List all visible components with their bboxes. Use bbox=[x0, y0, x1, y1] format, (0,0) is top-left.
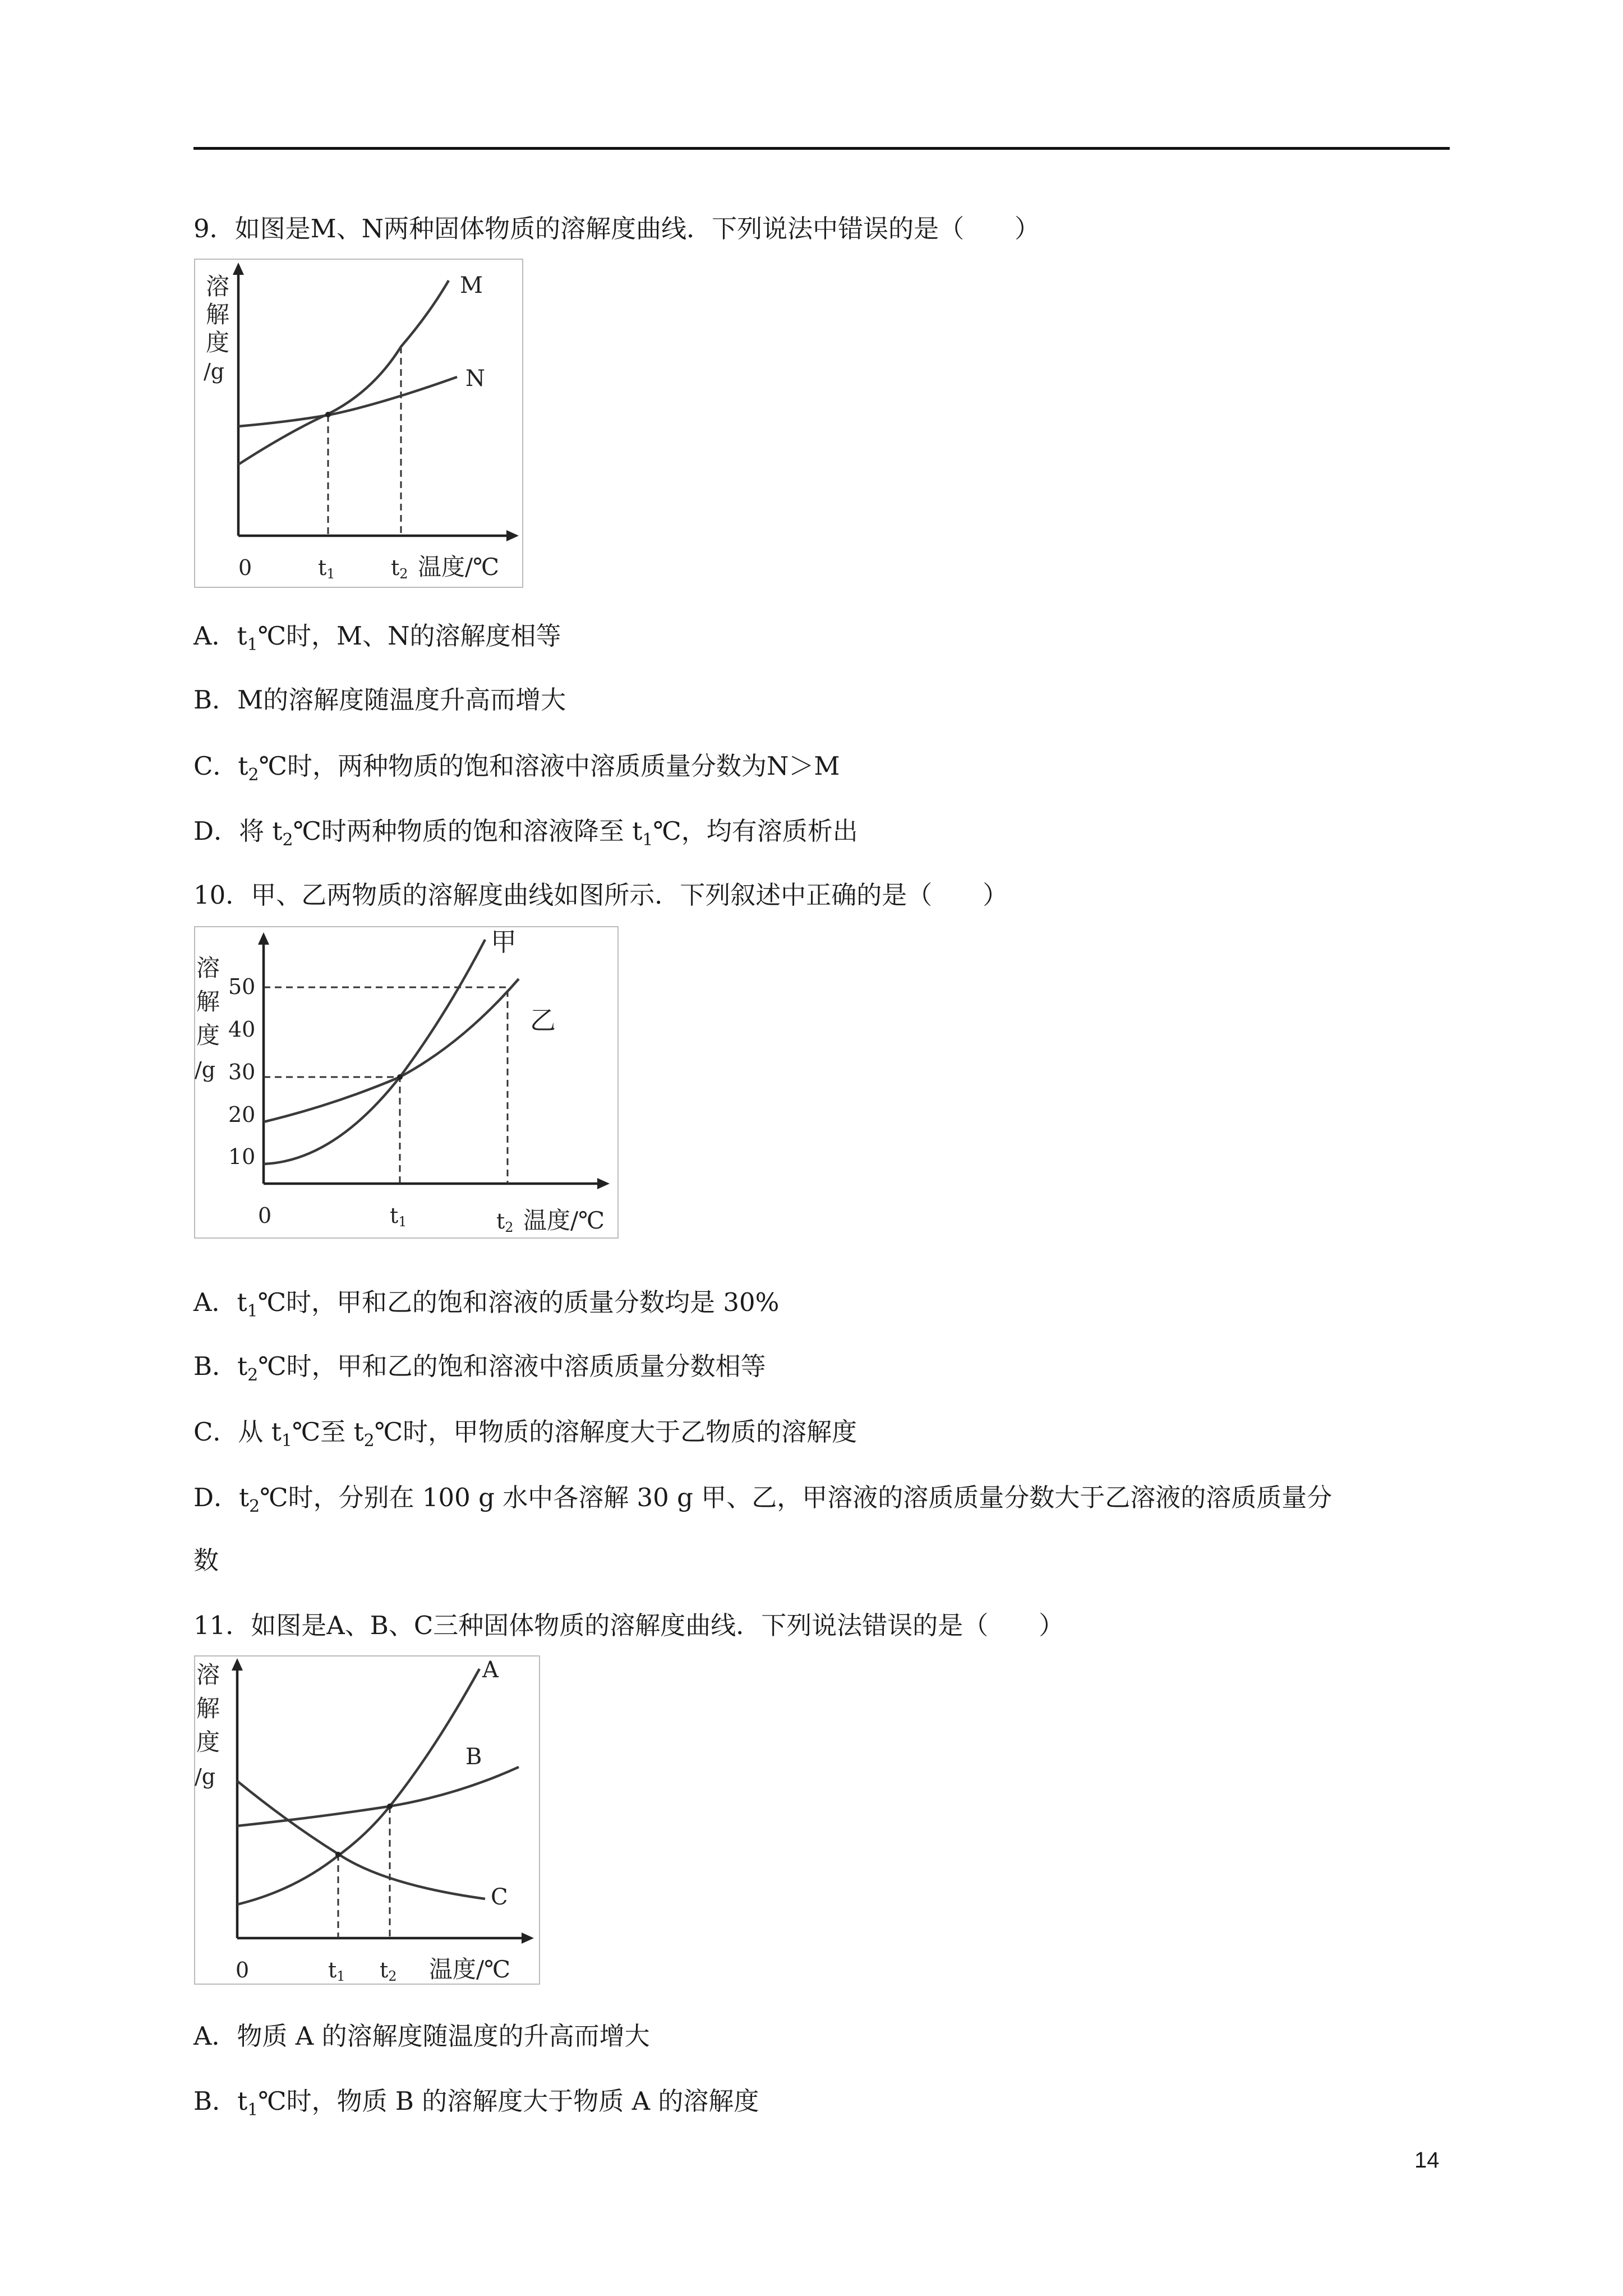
q9-ylabel-1: 溶 bbox=[206, 273, 230, 300]
q11-chart bbox=[193, 1655, 541, 1986]
q11-option-a: A．物质 A 的溶解度随温度的升高而增大 bbox=[193, 2021, 650, 2051]
q9-ylabel-4: /g bbox=[204, 359, 225, 384]
q10-chart bbox=[193, 926, 620, 1240]
q9-x-origin: 0 bbox=[238, 555, 252, 580]
q11-x-t1: t1 bbox=[328, 1958, 345, 1984]
q11-point-t1 bbox=[335, 1852, 341, 1857]
q9-label-M: M bbox=[460, 273, 483, 298]
q9-x-t1: t1 bbox=[318, 555, 335, 582]
q11-option-b: B．$t_1℃$时，物质 B 的溶解度大于物质 A 的溶解度 bbox=[193, 2086, 759, 2120]
q10-option-d-cont: 数 bbox=[193, 1545, 219, 1575]
q10-x-origin: 0 bbox=[258, 1203, 272, 1228]
q11-curve-C bbox=[237, 1781, 485, 1899]
q10-x-t2: t2 bbox=[496, 1209, 514, 1235]
q9-x-t2: t2 bbox=[391, 555, 408, 582]
q10-ylabel-3: 度 bbox=[196, 1022, 220, 1049]
q10-option-a: A．$t_1℃$时，甲和乙的饱和溶液的质量分数均是 30% bbox=[193, 1287, 780, 1321]
q10-ylabel-2: 解 bbox=[196, 988, 220, 1015]
q11-curve-B bbox=[237, 1767, 519, 1826]
q10-ylabel-1: 溶 bbox=[196, 954, 220, 982]
page-number: 14 bbox=[1414, 2148, 1440, 2173]
q10-chart-frame bbox=[195, 927, 618, 1238]
q11-curve-A bbox=[237, 1669, 479, 1904]
q10-ylabel-4: /g bbox=[195, 1057, 216, 1082]
q11-label-B: B bbox=[465, 1744, 482, 1770]
q11-ylabel-4: /g bbox=[195, 1764, 216, 1789]
q10-y-arrow bbox=[258, 932, 269, 945]
q11-ylabel-2: 解 bbox=[196, 1695, 220, 1722]
q9-stem: 9．如图是M、N两种固体物质的溶解度曲线．下列说法中错误的是（ ） bbox=[193, 214, 1040, 243]
q9-curve-M bbox=[238, 280, 449, 464]
q11-x-t2: t2 bbox=[380, 1958, 397, 1984]
q9-ylabel-3: 度 bbox=[206, 329, 230, 356]
q11-x-origin: 0 bbox=[236, 1958, 250, 1982]
q10-ytick-40: 40 bbox=[228, 1017, 256, 1042]
header-rule bbox=[193, 147, 1450, 150]
q9-x-label: 温度/℃ bbox=[418, 553, 500, 581]
q10-ytick-20: 20 bbox=[228, 1102, 256, 1127]
q9-chart-frame bbox=[195, 259, 523, 587]
q10-x-label: 温度/℃ bbox=[523, 1207, 605, 1234]
q10-label-yi: 乙 bbox=[530, 1005, 556, 1036]
q10-ytick-50: 50 bbox=[228, 974, 256, 999]
q9-option-a: A．$t_1℃$时，M、N的溶解度相等 bbox=[193, 621, 561, 655]
q10-intersection-point bbox=[397, 1074, 403, 1080]
q9-y-arrow bbox=[233, 263, 244, 275]
q9-option-c: C．$t_2℃$时，两种物质的饱和溶液中溶质质量分数为N＞M bbox=[193, 751, 840, 785]
q10-stem: 10．甲、乙两物质的溶解度曲线如图所示．下列叙述中正确的是（ ） bbox=[193, 880, 1008, 910]
q11-chart-frame bbox=[195, 1656, 540, 1984]
q10-option-d: D．$t_2℃$时，分别在 100 g 水中各溶解 30 g 甲、乙，甲溶液的溶质质量分数大于乙溶液的溶质质量分 bbox=[193, 1483, 1332, 1516]
q10-curve-jia bbox=[264, 940, 485, 1164]
q11-ylabel-3: 度 bbox=[196, 1728, 220, 1756]
q10-x-t1: t1 bbox=[390, 1203, 407, 1230]
q10-ytick-30: 30 bbox=[228, 1060, 256, 1084]
q9-intersection-point bbox=[325, 412, 331, 417]
q11-ylabel-1: 溶 bbox=[196, 1661, 220, 1688]
q9-ylabel-2: 解 bbox=[206, 301, 230, 328]
q11-x-label: 温度/℃ bbox=[429, 1955, 511, 1983]
q10-guide-50-t2 bbox=[264, 987, 508, 1184]
q10-option-b: B．$t_2℃$时，甲和乙的饱和溶液中溶质质量分数相等 bbox=[193, 1351, 766, 1385]
q11-point-t2 bbox=[387, 1803, 393, 1809]
q10-ytick-10: 10 bbox=[228, 1144, 256, 1169]
q9-label-N: N bbox=[465, 366, 485, 392]
q11-y-arrow bbox=[232, 1658, 243, 1671]
q10-option-c: C．从 $t_1℃$至 $t_2℃$时，甲物质的溶解度大于乙物质的溶解度 bbox=[193, 1417, 857, 1451]
q9-chart bbox=[193, 258, 524, 589]
q11-x-arrow bbox=[522, 1932, 534, 1944]
q9-option-b: B．M的溶解度随温度升高而增大 bbox=[193, 685, 566, 715]
q10-curve-yi bbox=[264, 979, 519, 1122]
q9-x-arrow bbox=[506, 530, 519, 541]
q10-x-arrow bbox=[597, 1178, 610, 1189]
q10-guide-30-t1 bbox=[264, 1077, 400, 1184]
q11-label-C: C bbox=[491, 1884, 508, 1910]
q10-label-jia: 甲 bbox=[491, 927, 517, 957]
q11-stem: 11．如图是A、B、C三种固体物质的溶解度曲线．下列说法错误的是（ ） bbox=[193, 1611, 1064, 1640]
q9-option-d: D．将 $t_2℃$时两种物质的饱和溶液降至 $t_1℃$，均有溶质析出 bbox=[193, 816, 858, 850]
q11-label-A: A bbox=[482, 1657, 499, 1683]
